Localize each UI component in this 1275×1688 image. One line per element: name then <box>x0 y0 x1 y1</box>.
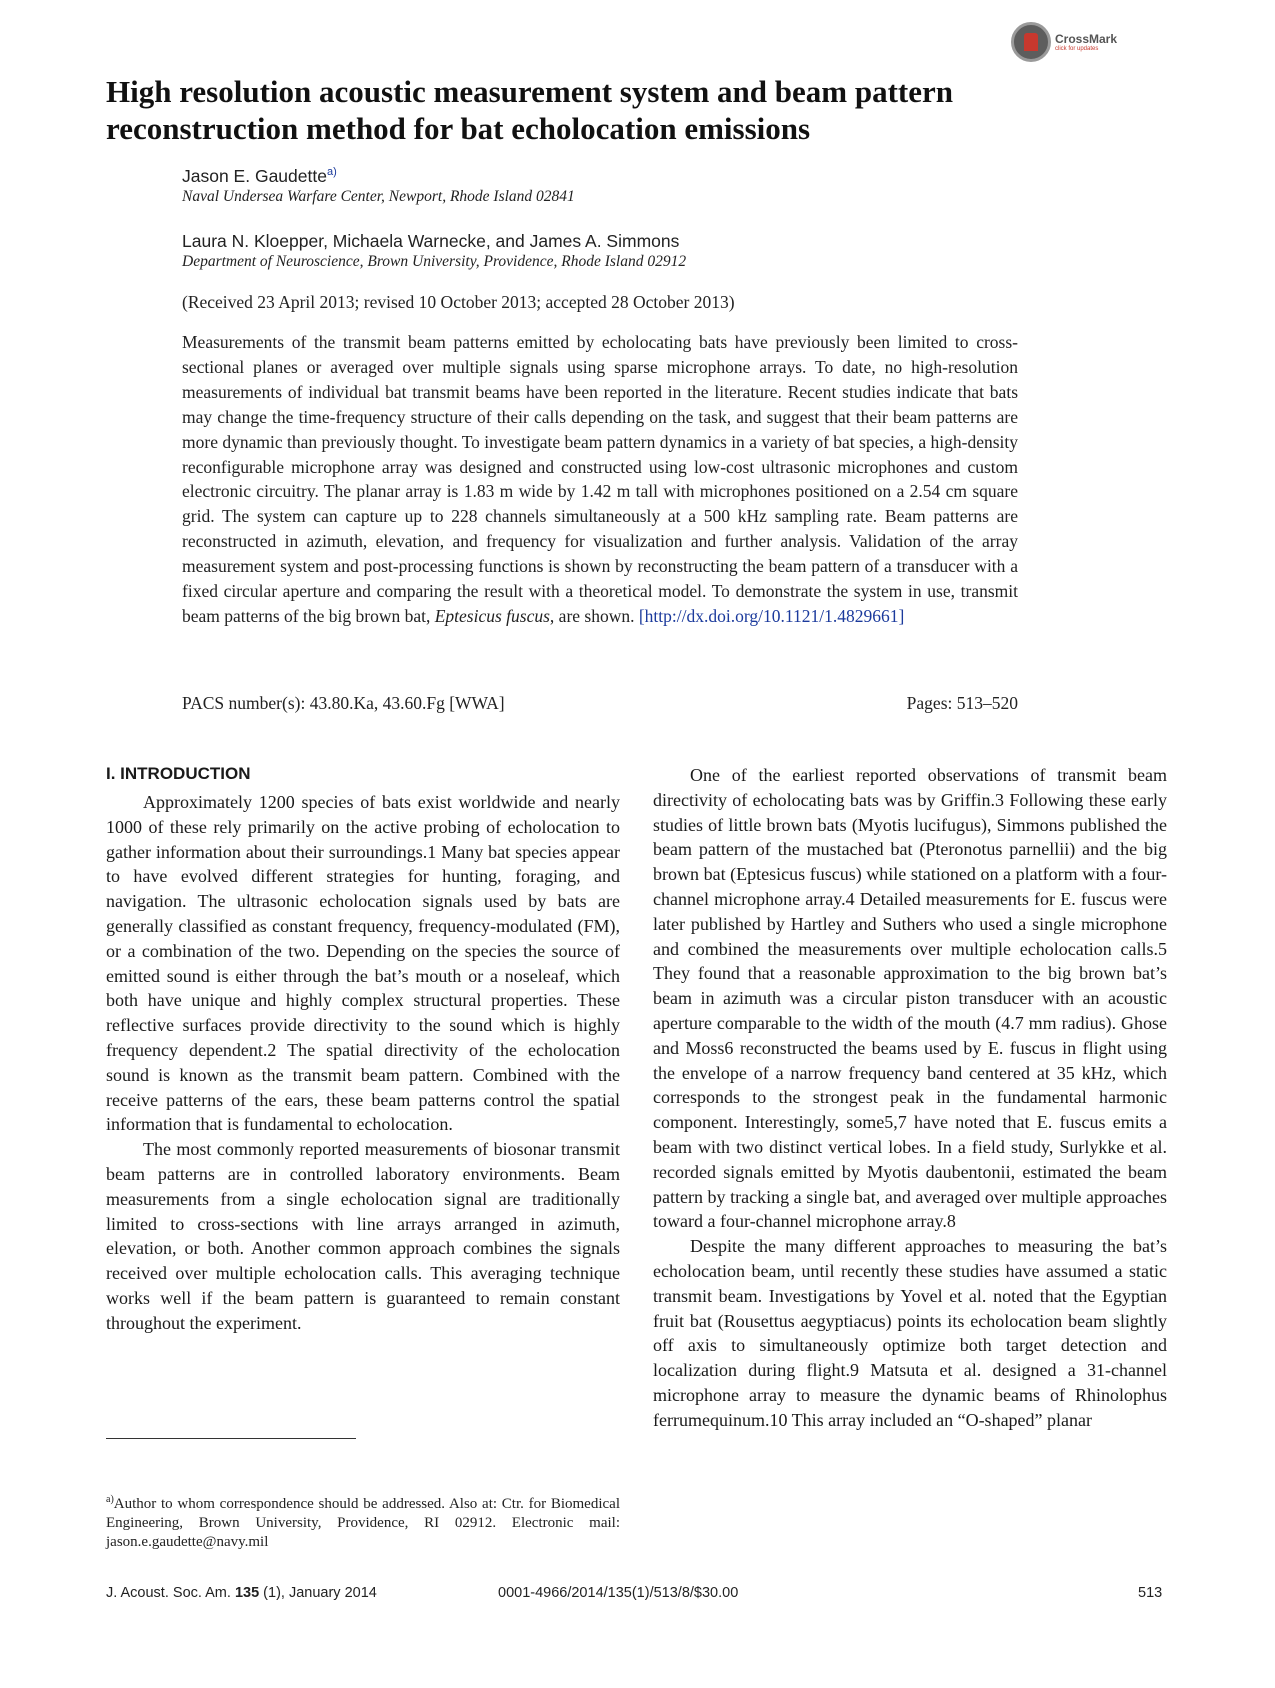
right-column <box>653 763 1167 1433</box>
footer-volume: 135 <box>234 1585 260 1601</box>
left-paragraph-1: Approximately 1200 species of bats exist worldwide and nearly 1000 of these rely primarily on the active probing of echolocation to gather information about their surroundings.1 Many bat species appear to have evolved different strategies for hunting, foraging, and navigation. The ultrasonic echolocation signals used by bats are generally classified as constant frequency, frequency-modulated (FM), or a combination of the two. Depending on the species the source of emitted sound is either through the bat’s mouth or a noseleaf, which both have unique and highly complex structural properties. These reflective surfaces provide directivity to the sound which is highly frequency dependent.2 The spatial directivity of the echolocation sound is known as the transmit beam pattern. Combined with the receive patterns of the ears, these beam patterns control the spatial information that is fundamental to echolocation. <box>106 792 620 1135</box>
affiliation-1: Naval Undersea Warfare Center, Newport, Rhode Island 02841 <box>182 188 575 205</box>
abstract <box>182 330 1018 629</box>
page-range: Pages: 513–520 <box>906 693 1018 713</box>
left-column <box>106 762 620 1336</box>
left-paragraph-2: The most commonly reported measurements of biosonar transmit beam patterns are in controlled laboratory environments. Beam measurements from a single echolocation signal are traditionally limited to cross-sections with line arrays arranged in azimuth, elevation, or both. Another common approach combines the signals received over multiple echolocation calls. This averaging technique works well if the beam pattern is guaranteed to remain constant throughout the experiment. <box>106 1139 620 1333</box>
right-paragraph-1: One of the earliest reported observations of transmit beam directivity of echolocating bats was by Griffin.3 Following these early studies of little brown bats (Myotis lucifugus), Simmons published the beam pattern of the mustached bat (Pteronotus parnellii) and the big brown bat (Eptesicus fuscus) while stationed on a platform with a four-channel microphone array.4 Detailed measurements for E. fuscus were later published by Hartley and Suthers who used a single microphone and combined the measurements over multiple echolocation calls.5 They found that a reasonable approximation to the big brown bat’s beam in azimuth was a circular piston transducer with an acoustic aperture comparable to the width of the mouth (4.7 mm radius). Ghose and Moss6 reconstructed the beams used by E. fuscus in flight using the envelope of a narrow frequency band centered at 35 kHz, which corresponds to the strongest peak in the fundamental harmonic component. Interestingly, some5,7 have noted that E. fuscus emits a beam with two distinct vertical lobes. In a field study, Surlykke et al. recorded signals emitted by Myotis daubentonii, estimated the beam pattern by tracking a single bat, and averaged over multiple approaches toward a four-channel microphone array.8 <box>653 765 1167 1232</box>
footer-code: 0001-4966/2014/135(1)/513/8/$30.00 <box>498 1585 739 1601</box>
title-line-1: High resolution acoustic measurement system and beam pattern <box>106 74 954 109</box>
footer-page-number: 513 <box>1138 1585 1163 1601</box>
crossmark-icon <box>1011 22 1051 62</box>
author-1-name: Jason E. Gaudette <box>182 166 327 186</box>
title-line-2: reconstruction method for bat echolocation emissions <box>106 111 811 146</box>
section-heading-introduction: I. INTRODUCTION <box>106 764 251 783</box>
affiliation-2: Department of Neuroscience, Brown University, Providence, Rhode Island 02912 <box>182 253 687 270</box>
pacs-numbers: PACS number(s): 43.80.Ka, 43.60.Fg [WWA] <box>182 693 505 713</box>
right-paragraph-2: Despite the many different approaches to measuring the bat’s echolocation beam, until recently these studies have assumed a static transmit beam. Investigations by Yovel et al. noted that the Egyptian fruit bat (Rousettus aegyptiacus) points its echolocation beam slightly off axis to simultaneously optimize both target detection and localization during flight.9 Matsuta et al. designed a 31-channel microphone array to measure the dynamic beams of Rhinolophus ferrumequinum.10 This array included an “O-shaped” planar <box>653 1236 1167 1430</box>
author-1 <box>182 165 575 187</box>
author-2: Laura N. Kloepper, Michaela Warnecke, and James A. Simmons <box>182 231 680 251</box>
footer-journal-name: J. Acoust. Soc. Am. <box>106 1585 231 1601</box>
author-1-note-marker[interactable]: a) <box>326 166 337 179</box>
footnote-text: Author to whom correspondence should be addressed. Also at: Ctr. for Biomedical Engineering, Brown University, Providence, RI 02912. Electronic mail: jason.e.gaudette@navy.mil <box>106 1496 620 1550</box>
author-block-2 <box>182 230 686 272</box>
crossmark-badge[interactable] <box>1011 20 1121 64</box>
footnote-marker: a) <box>106 1494 114 1505</box>
crossmark-title: CrossMark <box>1055 32 1118 46</box>
author-block-1 <box>182 165 575 207</box>
received-dates: (Received 23 April 2013; revised 10 October 2013; accepted 28 October 2013) <box>182 292 735 312</box>
paper-title <box>106 73 1206 147</box>
abstract-species: Eptesicus fuscus <box>434 605 550 626</box>
footnote <box>106 1495 620 1552</box>
footnote-divider <box>106 1438 356 1439</box>
crossmark-subtitle: click for updates <box>1055 46 1099 52</box>
abstract-text: Measurements of the transmit beam patterns emitted by echolocating bats have previously been limited to cross-sectional planes or averaged over multiple signals using sparse microphone arrays. To date, no high-resolution measurements of individual bat transmit beams have been reported in the literature. Recent studies indicate that bats may change the time-frequency structure of their calls depending on the task, and suggest that their beam patterns are more dynamic than previously thought. To investigate beam pattern dynamics in a variety of bat species, a high-density reconfigurable microphone array was designed and constructed using low-cost ultrasonic microphones and custom electronic circuitry. The planar array is 1.83 m wide by 1.42 m tall with microphones positioned on a 2.54 cm square grid. The system can capture up to 228 channels simultaneously at a 500 kHz sampling rate. Beam patterns are reconstructed in azimuth, elevation, and frequency for visualization and further analysis. Validation of the array measurement system and post-processing functions is shown by reconstructing the beam pattern of a transducer with a fixed circular aperture and comparing the result with a theoretical model. To demonstrate the system in use, transmit beam patterns of the big brown bat, <box>182 332 1018 626</box>
abstract-tail: , are shown. <box>549 605 635 626</box>
footer-issue-date: (1), January 2014 <box>259 1585 377 1601</box>
footer-journal <box>106 1585 377 1601</box>
doi-link[interactable]: [http://dx.doi.org/10.1121/1.4829661] <box>638 605 905 626</box>
pacs-row <box>182 693 1018 714</box>
